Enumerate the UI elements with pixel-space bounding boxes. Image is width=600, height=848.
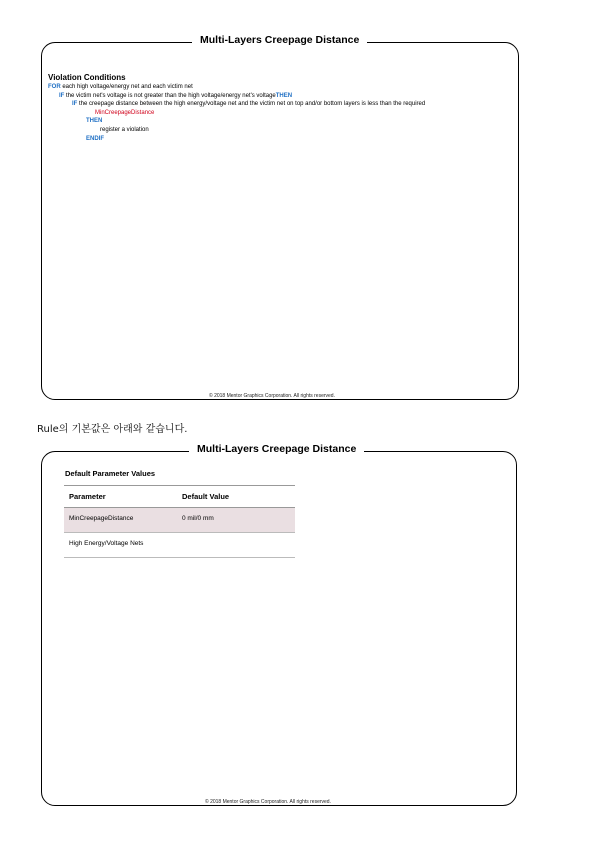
condition-line — [48, 92, 425, 101]
violation-conditions-heading: Violation Conditions — [48, 73, 126, 82]
slide-title: Multi-Layers Creepage Distance — [192, 34, 367, 46]
parameter-name: MinCreepageDistance — [95, 109, 155, 116]
slide-default-parameters — [41, 443, 517, 806]
value-cell: 0 mil/0 mm — [177, 508, 295, 533]
default-parameters-heading: Default Parameter Values — [65, 469, 156, 478]
condition-text: register a violation — [100, 126, 149, 133]
parameter-cell: MinCreepageDistance — [64, 508, 177, 533]
parameter-cell: High Energy/Voltage Nets — [64, 533, 177, 558]
keyword: THEN — [275, 92, 293, 99]
value-cell — [177, 533, 295, 558]
slide-title: Multi-Layers Creepage Distance — [189, 443, 364, 455]
copyright-footer: © 2018 Mentor Graphics Corporation. All rights reserved. — [205, 799, 331, 805]
table-header-row — [64, 486, 295, 508]
condition-line — [48, 135, 425, 144]
keyword: IF — [72, 101, 78, 108]
table-row — [64, 533, 295, 558]
condition-line — [48, 109, 425, 118]
slide-violation-conditions — [41, 34, 519, 400]
table-row — [64, 508, 295, 533]
violation-conditions — [48, 73, 425, 143]
condition-text: the victim net's voltage is not greater than the high voltage/energy net's voltage — [64, 92, 276, 99]
condition-text: the creepage distance between the high energy/voltage net and the victim net on top and/or bottom layers is less than the required — [77, 101, 426, 108]
parameter-table — [64, 485, 295, 558]
keyword: FOR — [48, 84, 61, 90]
copyright-footer: © 2018 Mentor Graphics Corporation. All rights reserved. — [209, 393, 335, 399]
column-header: Default Value — [177, 486, 295, 508]
keyword: ENDIF — [86, 135, 104, 142]
condition-text: each high voltage/energy net and each victim net — [60, 84, 193, 90]
condition-line — [48, 83, 425, 92]
keyword: IF — [59, 92, 65, 99]
body-text: Rule의 기본값은 아래와 같습니다. — [37, 424, 188, 435]
keyword: THEN — [86, 118, 103, 125]
condition-line — [48, 117, 425, 126]
condition-line — [48, 100, 425, 109]
column-header: Parameter — [64, 486, 177, 508]
condition-line — [48, 126, 425, 135]
